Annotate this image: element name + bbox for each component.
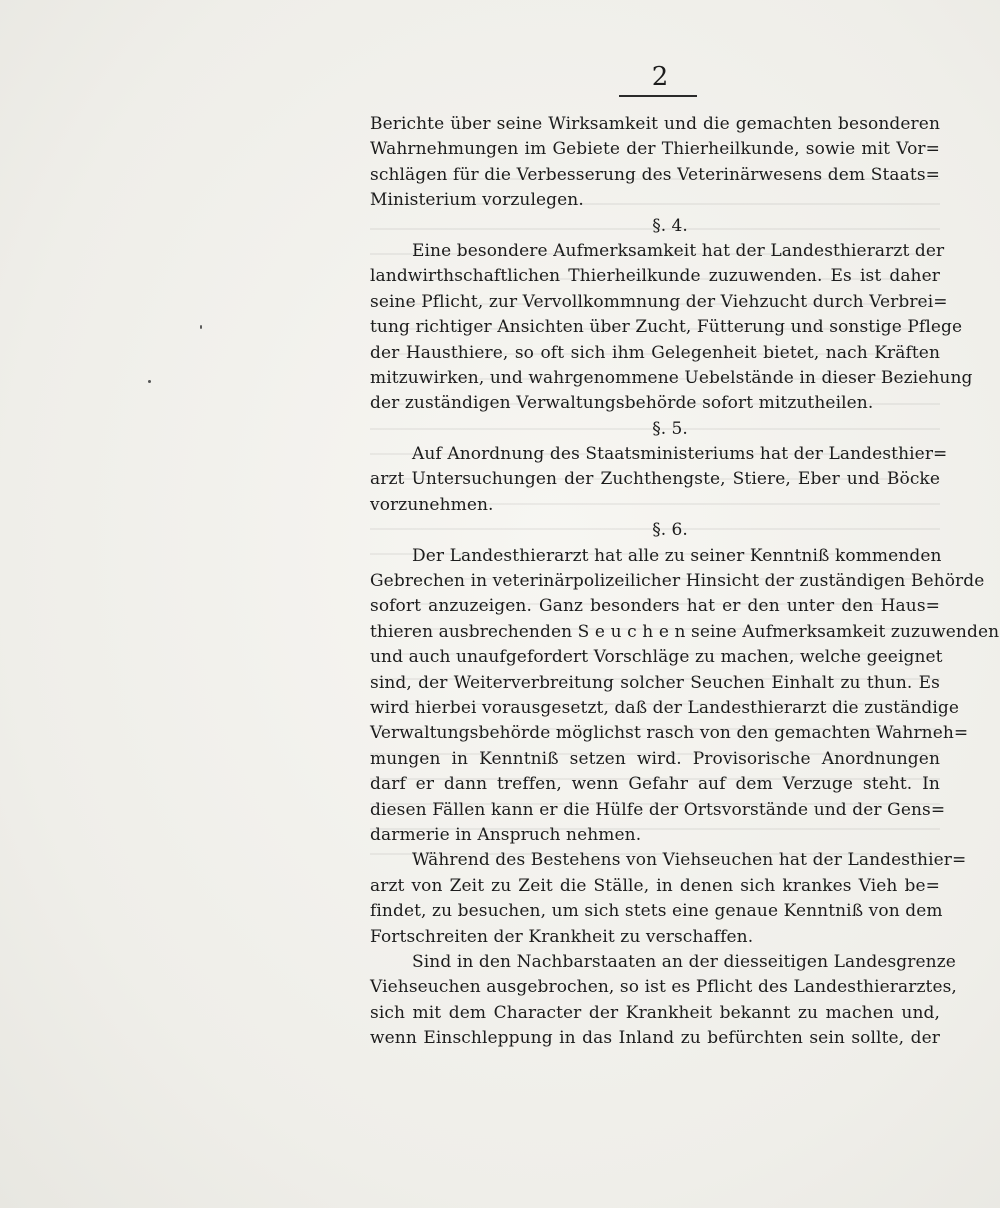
text-line: sofort anzuzeigen. Ganz besonders hat er den unter den Haus= (370, 596, 940, 617)
text-line: darmerie in Anspruch nehmen. (370, 824, 642, 845)
text-line: der Hausthiere, so oft sich ihm Gelegenheit bietet, nach Kräften (370, 342, 940, 363)
text-line: mitzuwirken, und wahrgenommene Uebelstände in dieser Beziehung (370, 367, 973, 388)
text-line: wird hierbei vorausgesetzt, daß der Landesthierarzt die zuständige (370, 697, 960, 718)
section-heading-4: §. 4. (652, 215, 688, 236)
text-line: Sind in den Nachbarstaaten an der diesseitigen Landesgrenze (412, 951, 956, 972)
text-line: mungen in Kenntniß setzen wird. Provisorische Anordnungen (370, 748, 940, 769)
text-line: Ministerium vorzulegen. (370, 190, 584, 211)
text-line: schlägen für die Verbesserung des Veterinärwesens dem Staats= (370, 164, 940, 185)
text-line: Verwaltungsbehörde möglichst rasch von den gemachten Wahrneh= (370, 723, 969, 744)
text-line: Wahrnehmungen im Gebiete der Thierheilkunde, sowie mit Vor= (370, 139, 940, 160)
text-line: Auf Anordnung des Staatsministeriums hat der Landesthier= (412, 444, 948, 465)
text-line: seine Pflicht, zur Vervollkommnung der Viehzucht durch Verbrei= (370, 291, 948, 312)
text-line: Fortschreiten der Krankheit zu verschaffen. (370, 926, 754, 947)
text-line: sind, der Weiterverbreitung solcher Seuchen Einhalt zu thun. Es (370, 672, 940, 693)
text-line: thieren ausbrechenden S e u c h e n seine Aufmerksamkeit zuzuwenden (370, 621, 1000, 642)
text-line: darf er dann treffen, wenn Gefahr auf dem Verzuge steht. In (370, 774, 940, 795)
text-line: arzt von Zeit zu Zeit die Ställe, in denen sich krankes Vieh be= (370, 875, 940, 896)
text-line: sich mit dem Character der Krankheit bekannt zu machen und, (370, 1002, 940, 1023)
text-line: Viehseuchen ausgebrochen, so ist es Pflicht des Landesthierarztes, (370, 977, 957, 998)
text-line: arzt Untersuchungen der Zuchthengste, Stiere, Eber und Böcke (370, 469, 940, 490)
text-line: landwirthschaftlichen Thierheilkunde zuzuwenden. Es ist daher (370, 266, 940, 287)
page-number: 2 (651, 62, 669, 92)
page-number-rule (619, 95, 697, 97)
body-text (370, 112, 1000, 1051)
text-line: tung richtiger Ansichten über Zucht, Fütterung und sonstige Pflege (370, 317, 963, 338)
section-heading-5: §. 5. (652, 418, 688, 439)
text-line: diesen Fällen kann er die Hülfe der Ortsvorstände und der Gens= (370, 799, 946, 820)
paper-speck (200, 325, 202, 329)
text-line: Berichte über seine Wirksamkeit und die gemachten besonderen (370, 114, 940, 134)
text-line: Der Landesthierarzt hat alle zu seiner Kenntniß kommenden (412, 545, 942, 566)
paper-speck (148, 380, 151, 383)
text-line: der zuständigen Verwaltungsbehörde sofort mitzutheilen. (370, 393, 874, 414)
text-line: und auch unaufgefordert Vorschläge zu machen, welche geeignet (370, 647, 943, 668)
text-line: wenn Einschleppung in das Inland zu befürchten sein sollte, der (370, 1028, 940, 1049)
text-line: Während des Bestehens von Viehseuchen hat der Landesthier= (412, 850, 967, 871)
text-line: vorzunehmen. (370, 494, 494, 515)
text-line: Gebrechen in veterinärpolizeilicher Hinsicht der zuständigen Behörde (370, 571, 985, 592)
text-line: findet, zu besuchen, um sich stets eine genaue Kenntniß von dem (370, 901, 943, 922)
section-heading-6: §. 6. (652, 520, 688, 541)
text-line: Eine besondere Aufmerksamkeit hat der Landesthierarzt der (412, 240, 945, 261)
